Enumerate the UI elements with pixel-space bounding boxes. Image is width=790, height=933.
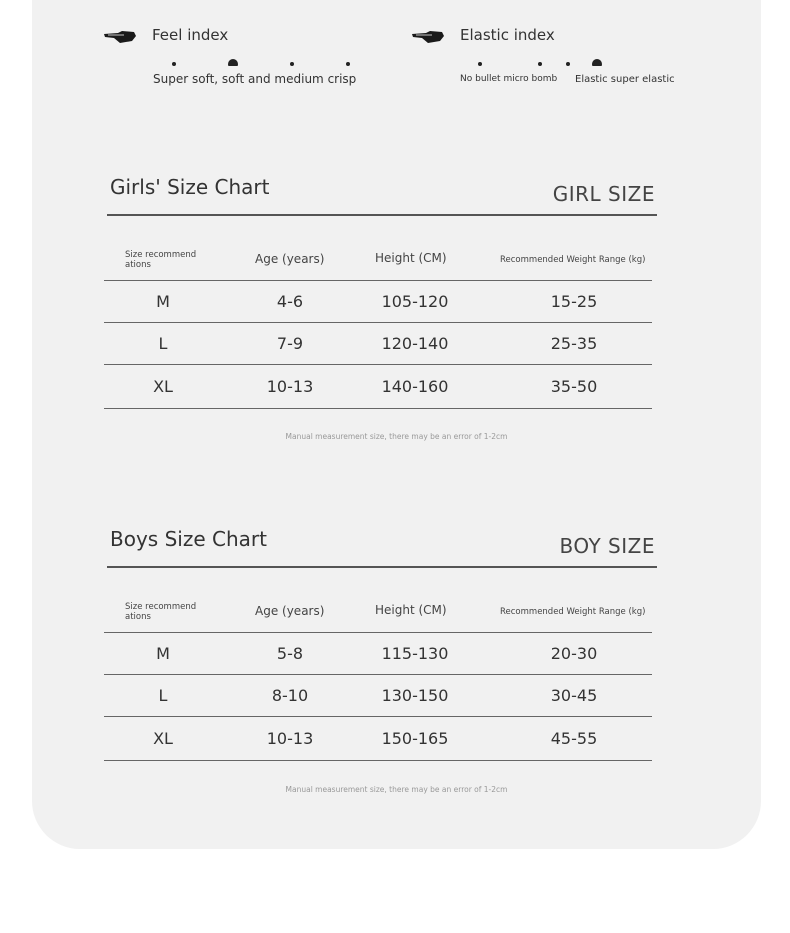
header-height: Height (CM) <box>375 251 447 265</box>
boys-size-title: Boys Size Chart <box>110 527 267 551</box>
girls-size-title-en: GIRL SIZE <box>552 182 655 206</box>
table-row <box>104 633 652 675</box>
cell-height: 120-140 <box>381 334 449 353</box>
header-size: Size recommend ations <box>125 602 197 622</box>
boys-measurement-note: Manual measurement size, there may be an error of 1-2cm <box>285 785 508 794</box>
cell-weight: 30-45 <box>550 686 598 705</box>
table-row <box>104 281 652 323</box>
scale-dot <box>566 62 570 66</box>
feel-index-title: Feel index <box>152 26 229 44</box>
cell-weight: 25-35 <box>550 334 598 353</box>
feel-index-description: Super soft, soft and medium crisp <box>153 72 357 86</box>
pointing-hand-icon <box>412 30 444 44</box>
girls-size-title: Girls' Size Chart <box>110 175 270 199</box>
pointing-hand-icon <box>104 30 136 44</box>
boys-title-rule <box>107 566 657 568</box>
cell-size: M <box>156 292 170 311</box>
cell-weight: 15-25 <box>550 292 598 311</box>
cell-age: 7-9 <box>276 334 304 353</box>
elastic-label-right: Elastic super elastic <box>575 74 675 85</box>
boys-size-title-en: BOY SIZE <box>559 534 655 558</box>
cell-size: XL <box>153 729 173 748</box>
scale-dot <box>478 62 482 66</box>
scale-dot <box>346 62 350 66</box>
cell-age: 10-13 <box>266 377 314 396</box>
scale-dot-selected <box>592 59 602 66</box>
girls-size-section <box>32 172 761 452</box>
cell-height: 105-120 <box>381 292 449 311</box>
header-height: Height (CM) <box>375 603 447 617</box>
elastic-index-scale <box>460 58 660 66</box>
header-age: Age (years) <box>255 604 325 618</box>
cell-size: L <box>158 334 168 353</box>
cell-age: 5-8 <box>276 644 304 663</box>
scale-dot <box>538 62 542 66</box>
header-age: Age (years) <box>255 252 325 266</box>
elastic-index-title: Elastic index <box>460 26 555 44</box>
cell-weight: 20-30 <box>550 644 598 663</box>
scale-dot <box>172 62 176 66</box>
table-row <box>104 365 652 409</box>
table-row <box>104 675 652 717</box>
cell-height: 115-130 <box>381 644 449 663</box>
cell-height: 150-165 <box>381 729 449 748</box>
cell-height: 140-160 <box>381 377 449 396</box>
cell-height: 130-150 <box>381 686 449 705</box>
girls-title-rule <box>107 214 657 216</box>
cell-weight: 45-55 <box>550 729 598 748</box>
table-row <box>104 717 652 761</box>
elastic-label-left: No bullet micro bomb <box>460 74 558 84</box>
girls-measurement-note: Manual measurement size, there may be an error of 1-2cm <box>285 432 508 441</box>
boys-size-section <box>32 524 761 804</box>
feel-index <box>104 22 404 92</box>
header-size: Size recommend ations <box>125 250 197 270</box>
cell-size: M <box>156 644 170 663</box>
cell-age: 8-10 <box>271 686 309 705</box>
table-row <box>104 323 652 365</box>
header-weight: Recommended Weight Range (kg) <box>500 607 646 617</box>
scale-dot <box>290 62 294 66</box>
header-weight: Recommended Weight Range (kg) <box>500 255 646 265</box>
feel-index-scale <box>152 58 362 66</box>
cell-size: L <box>158 686 168 705</box>
cell-age: 4-6 <box>276 292 304 311</box>
scale-dot-selected <box>228 59 238 66</box>
cell-weight: 35-50 <box>550 377 598 396</box>
size-info-card <box>32 0 761 849</box>
cell-size: XL <box>153 377 173 396</box>
cell-age: 10-13 <box>266 729 314 748</box>
elastic-index <box>412 22 712 92</box>
